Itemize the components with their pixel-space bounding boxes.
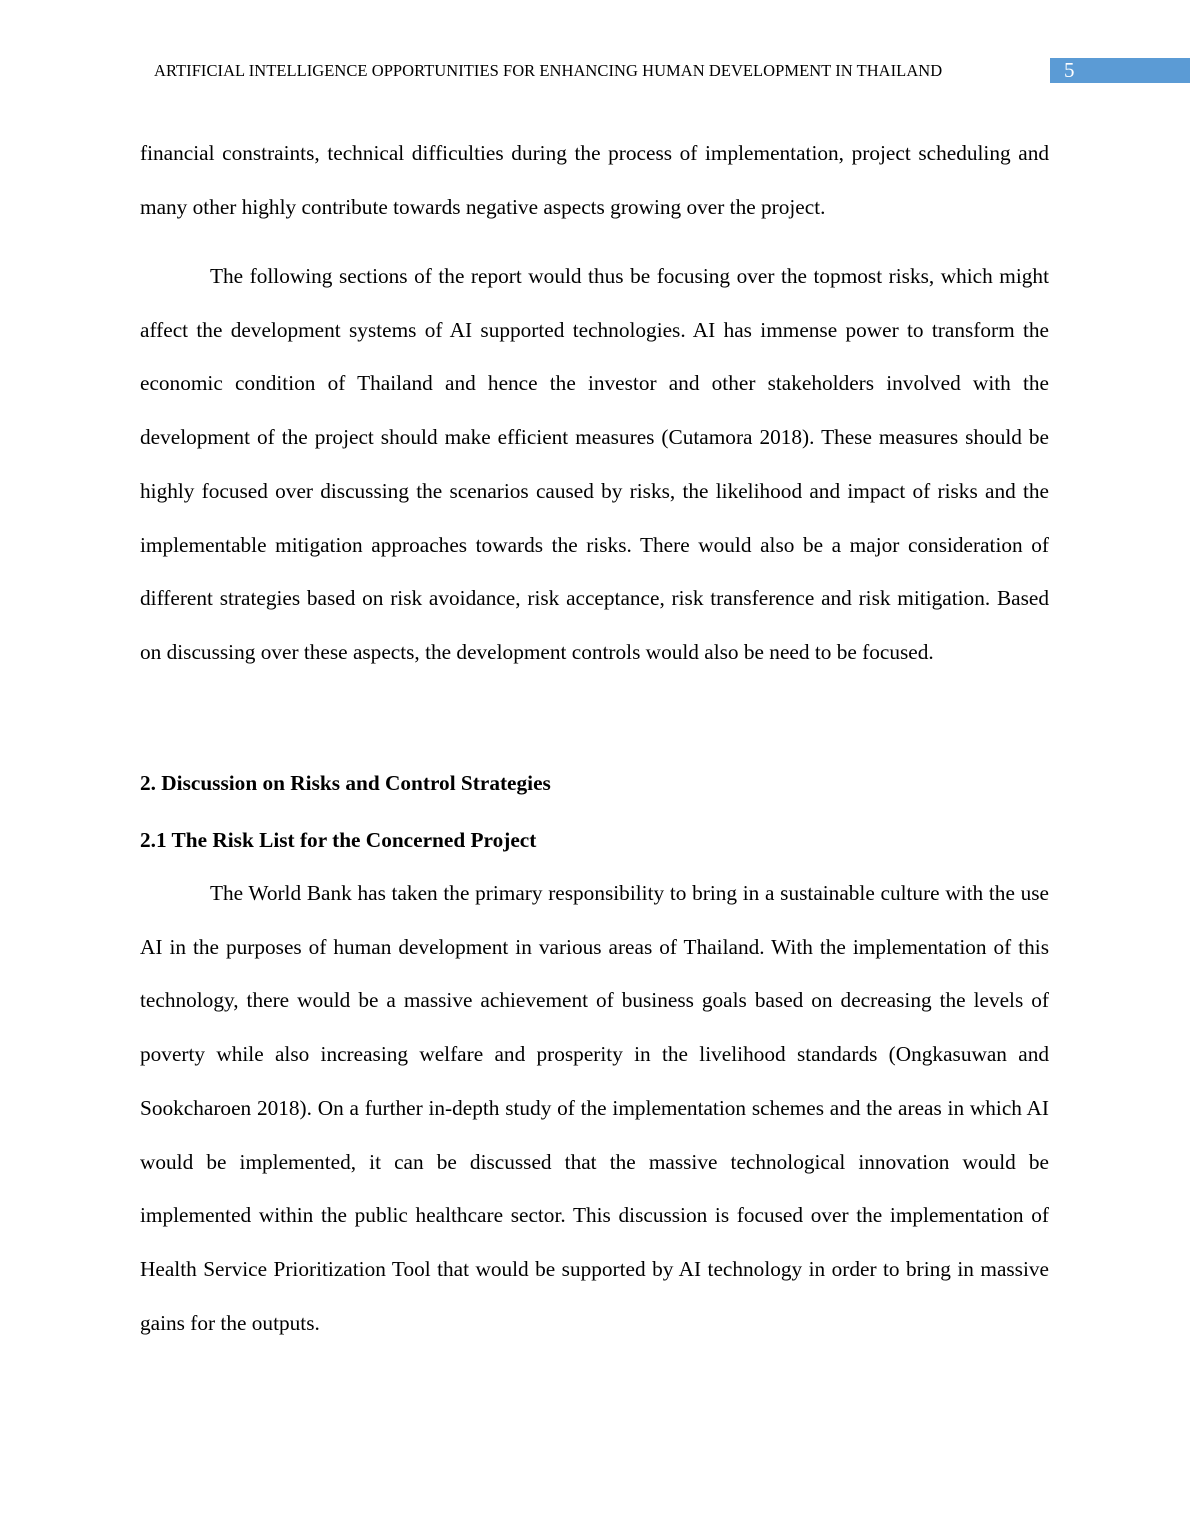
page-number-box	[1050, 58, 1190, 83]
section-heading: 2. Discussion on Risks and Control Strategies	[140, 771, 551, 795]
subsection-heading: 2.1 The Risk List for the Concerned Project	[140, 828, 537, 852]
running-head: ARTIFICIAL INTELLIGENCE OPPORTUNITIES FOR ENHANCING HUMAN DEVELOPMENT IN THAILAND	[154, 61, 943, 80]
paragraph-continuation: financial constraints, technical difficulties during the process of implementation, project scheduling and many other highly contribute towards negative aspects growing over the project.	[140, 141, 1049, 219]
paragraph-world-bank: The World Bank has taken the primary responsibility to bring in a sustainable culture with the use AI in the purposes of human development in various areas of Thailand. With the implementation of this technology, there would be a massive achievement of business goals based on decreasing the levels of poverty while also increasing welfare and prosperity in the livelihood standards (Ongkasuwan and Sookcharoen 2018). On a further in-depth study of the implementation schemes and the areas in which AI would be implemented, it can be discussed that the massive technological innovation would be implemented within the public healthcare sector. This discussion is focused over the implementation of Health Service Prioritization Tool that would be supported by AI technology in order to bring in massive gains for the outputs.	[140, 881, 1049, 1335]
page-number: 5	[1064, 58, 1075, 82]
paragraph-report-sections: The following sections of the report would thus be focusing over the topmost risks, which might affect the development systems of AI supported technologies. AI has immense power to transform the economic condition of Thailand and hence the investor and other stakeholders involved with the development of the project should make efficient measures (Cutamora 2018). These measures should be highly focused over discussing the scenarios caused by risks, the likelihood and impact of risks and the implementable mitigation approaches towards the risks. There would also be a major consideration of different strategies based on risk avoidance, risk acceptance, risk transference and risk mitigation. Based on discussing over these aspects, the development controls would also be need to be focused.	[140, 264, 1049, 664]
